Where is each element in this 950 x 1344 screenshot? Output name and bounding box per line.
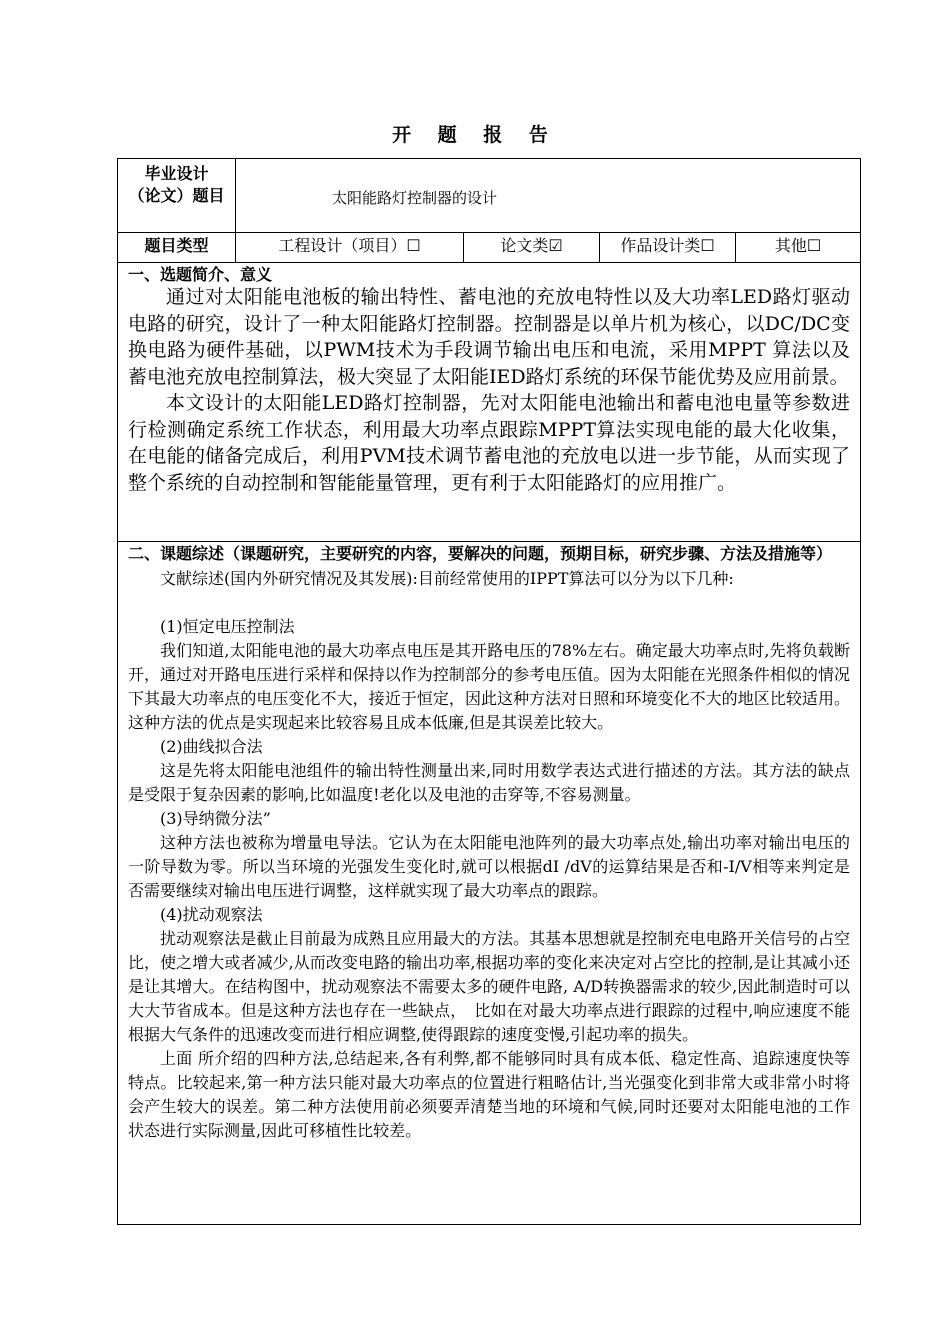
section-2 [118, 542, 861, 1225]
section-1-heading: 一、选题简介、意义 [128, 265, 273, 284]
topic-label-cell [118, 159, 236, 233]
topic-label-line1: 毕业设计 [144, 164, 209, 183]
method-4-title: (4)扰动观察法 [160, 905, 263, 924]
method-2-text: 这是先将太阳能电池组件的输出特性测量出来,同时用数学表达式进行描述的方法。其方法的缺点是受限于复杂因素的影响,比如温度!老化以及电池的击穿等,不容易测量。 [128, 761, 851, 804]
method-2-title: (2)曲线拟合法 [160, 737, 263, 756]
method-1-text: 我们知道,太阳能电池的最大功率点电压是其开路电压的78%左右。确定最大功率点时,先将负载断开，通过对开路电压进行采样和保持以作为控制部分的参考电压值。因为太阳能在光照条件相似的情况下其最大功率点的电压变化不大，接近于恒定，因此这种方法对日照和环境变化不大的地区比较适用。这种方法的优点是实现起来比较容易且成本低廉,但是其误差比较大。 [128, 641, 851, 732]
type-option-design-work[interactable]: 作品设计类☐ [600, 233, 736, 263]
method-1-title: (1)恒定电压控制法 [160, 617, 295, 636]
section-1 [118, 263, 861, 542]
method-3-title: (3)导纳微分法” [160, 809, 271, 828]
section-2-intro: 文献综述(国内外研究情况及其发展):目前经常使用的IPPT算法可以分为以下几种: [160, 569, 734, 588]
section-2-heading: 二、课题综述（课题研究，主要研究的内容，要解决的问题，预期目标，研究步骤、方法及措施等） [128, 544, 833, 563]
type-option-thesis[interactable]: 论文类☑ [464, 233, 600, 263]
type-option-other[interactable]: 其他☐ [736, 233, 861, 263]
page-title: 开 题 报 告 [392, 124, 558, 146]
method-4-text: 扰动观察法是截止目前最为成熟且应用最大的方法。其基本思想就是控制充电电路开关信号的占空比，使之增大或者减少,从而改变电路的输出功率,根据功率的变化来决定对占空比的控制,是让其减小还是让其增大。在结构图中，扰动观察法不需要太多的硬件电路, A/D转换器需求的较少,因此制造时可以大大节省成本。但是这种方法也存在一些缺点， 比如在对最大功率点进行跟踪的过程中,响应速度不能根据大气条件的迅速改变而进行相应调整,使得跟踪的速度变慢,引起功率的损失。 [128, 929, 851, 1044]
topic-value-cell [236, 159, 861, 233]
type-label: 题目类型 [118, 233, 236, 263]
topic-label-line2: （论文）题目 [128, 186, 225, 205]
section-1-paragraph: 本文设计的太阳能LED路灯控制器，先对太阳能电池输出和蓄电池电量等参数进行检测确定系统工作状态，利用最大功率点跟踪MPPT算法实现电能的最大化收集，在电能的储备完成后，利用PVM技术调节蓄电池的充放电以进一步节能，从而实现了整个系统的自动控制和智能能量管理，更有利于太阳能路灯的应用推广。 [128, 392, 851, 494]
topic-value: 太阳能路灯控制器的设计 [332, 189, 498, 207]
section-1-paragraph: 通过对太阳能电池板的输出特性、蓄电池的充放电特性以及大功率LED路灯驱动电路的研究，设计了一种太阳能路灯控制器。控制器是以单片机为核心，以DC/DC变换电路为硬件基础，以PWM技术为手段调节输出电压和电流，采用MPPT 算法以及蓄电池充放电控制算法，极大突显了太阳能IED路灯系统的环保节能优势及应用前景。 [128, 286, 851, 388]
report-table [117, 158, 861, 1225]
method-3-text: 这种方法也被称为增量电导法。它认为在太阳能电池阵列的最大功率点处,输出功率对输出电压的一阶导数为零。所以当环境的光强发生变化时,就可以根据dI /dV的运算结果是否和-I/V相等来判定是否需要继续对输出电压进行调整，这样就实现了最大功率点的跟踪。 [128, 833, 851, 900]
methods-summary: 上面 所介绍的四种方法,总结起来,各有利弊,都不能够同时具有成本低、稳定性高、追踪速度快等特点。比较起来,第一种方法只能对最大功率点的位置进行粗略估计,当光强变化到非常大或非常小时将会产生较大的误差。第二种方法使用前必须要弄清楚当地的环境和气候,同时还要对太阳能电池的工作状态进行实际测量,因此可移植性比较差。 [128, 1049, 851, 1140]
type-option-engineering[interactable]: 工程设计（项目）☐ [236, 233, 464, 263]
